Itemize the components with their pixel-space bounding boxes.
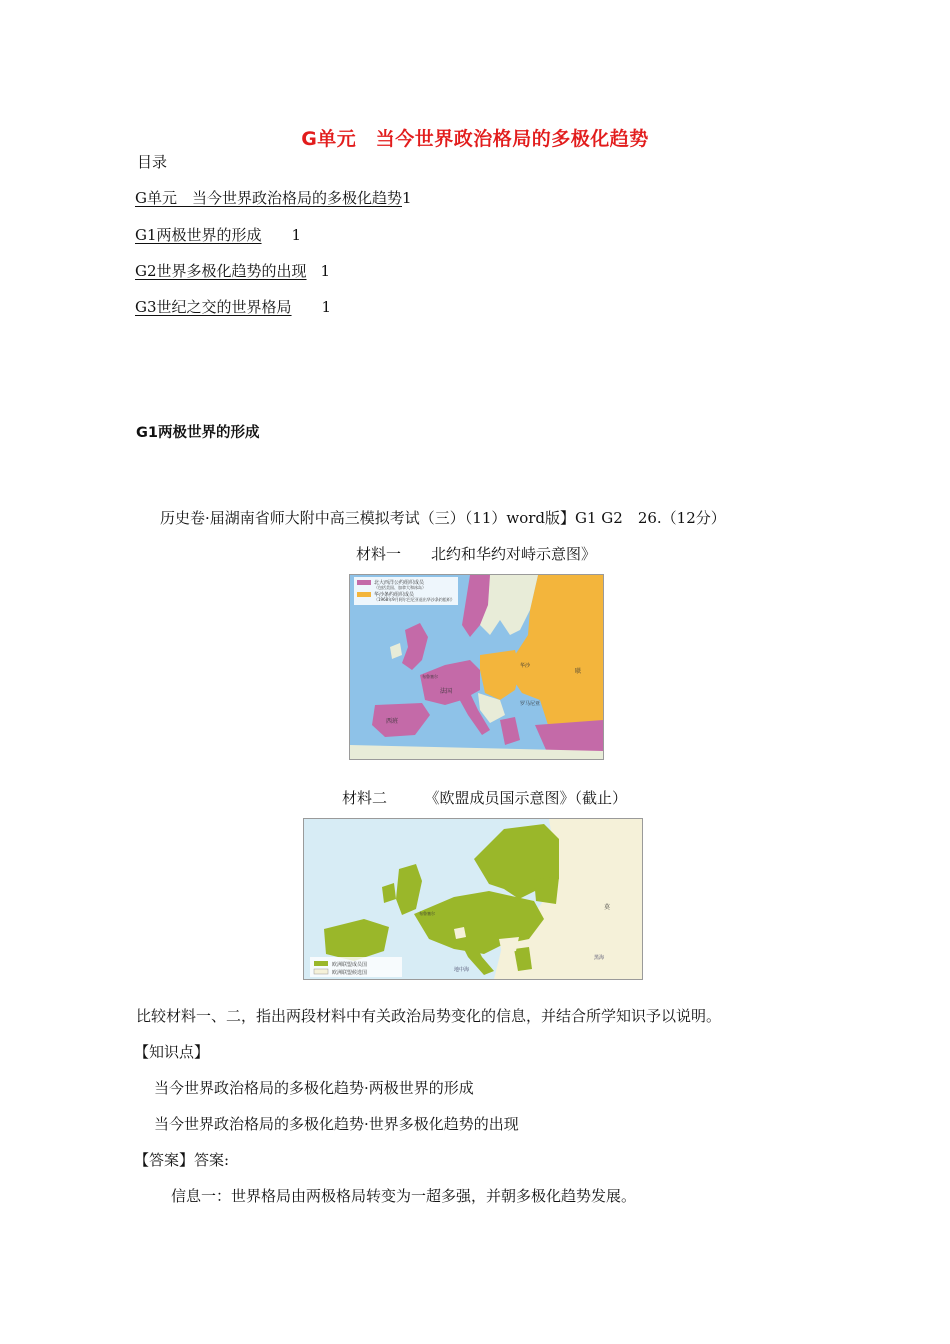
toc-page-number: 1: [320, 262, 331, 280]
label-ussr: 联: [575, 668, 582, 675]
question-text: 比较材料一、二，指出两段材料中有关政治局势变化的信息，并结合所学知识予以说明。: [136, 1007, 722, 1025]
knowledge-item-1: 当今世界政治格局的多极化趋势·两极世界的形成: [154, 1079, 474, 1097]
answer-label: 【答案】答案:: [134, 1151, 230, 1169]
legend-warsaw: 华沙条约组织成员: [374, 592, 415, 598]
label-mediterranean: 地中海: [454, 967, 470, 973]
legend-nato-sub: （包括美国、加拿大和冰岛）: [374, 585, 426, 590]
legend-nato: 北大西洋公约组织成员: [374, 580, 425, 586]
eu-members-map: [303, 818, 643, 980]
answer-line-1: 信息一：世界格局由两极格局转变为一超多强，并朝多极化趋势发展。: [171, 1187, 637, 1205]
toc-item-2[interactable]: [135, 224, 301, 245]
toc-item-1[interactable]: [135, 187, 412, 208]
toc-link[interactable]: G单元 当今世界政治格局的多极化趋势: [135, 189, 402, 207]
label-spain: 西班: [386, 718, 399, 725]
legend-eu-member: 欧洲联盟成员国: [332, 962, 368, 968]
page-title: G单元 当今世界政治格局的多极化趋势: [301, 128, 649, 150]
label-brussels: 布鲁塞尔: [419, 911, 435, 916]
knowledge-item-2: 当今世界政治格局的多极化趋势·世界多极化趋势的出现: [154, 1115, 519, 1133]
toc-item-4[interactable]: [135, 296, 331, 317]
toc-page-number: 1: [321, 298, 332, 316]
label-moscow: 莫: [604, 904, 611, 911]
legend-warsaw-sub: （1968年9月阿尔巴尼亚退出华沙条约组织）: [374, 597, 455, 602]
material-2-caption: 材料二 《欧盟成员国示意图》（截止）: [342, 789, 628, 807]
knowledge-label: 【知识点】: [134, 1043, 210, 1061]
nato-warsaw-map: [349, 574, 604, 760]
label-france: 法国: [440, 688, 453, 695]
toc-link[interactable]: G1两极世界的形成: [135, 226, 262, 244]
label-romania: 罗马尼亚: [520, 701, 541, 707]
toc-link[interactable]: G2世界多极化趋势的出现: [135, 262, 307, 280]
toc-link[interactable]: G3世纪之交的世界格局: [135, 298, 292, 316]
toc-page-number: 1: [291, 226, 302, 244]
toc-page-number: 1: [401, 189, 412, 207]
label-black-sea: 黑海: [594, 955, 605, 961]
label-brussels: 布鲁塞尔: [422, 674, 438, 679]
toc-item-3[interactable]: [135, 260, 330, 281]
section-heading: G1两极世界的形成: [136, 425, 260, 441]
toc-heading: 目录: [137, 153, 168, 171]
question-source: 历史卷·届湖南省师大附中高三模拟考试（三）（11）word版】G1 G2 26.（12分）: [160, 509, 726, 527]
legend-eu-candidate: 欧洲联盟候选国: [332, 970, 368, 976]
material-1-caption: 材料一 北约和华约对峙示意图》: [356, 545, 597, 563]
label-warsaw: 华沙: [520, 663, 531, 669]
